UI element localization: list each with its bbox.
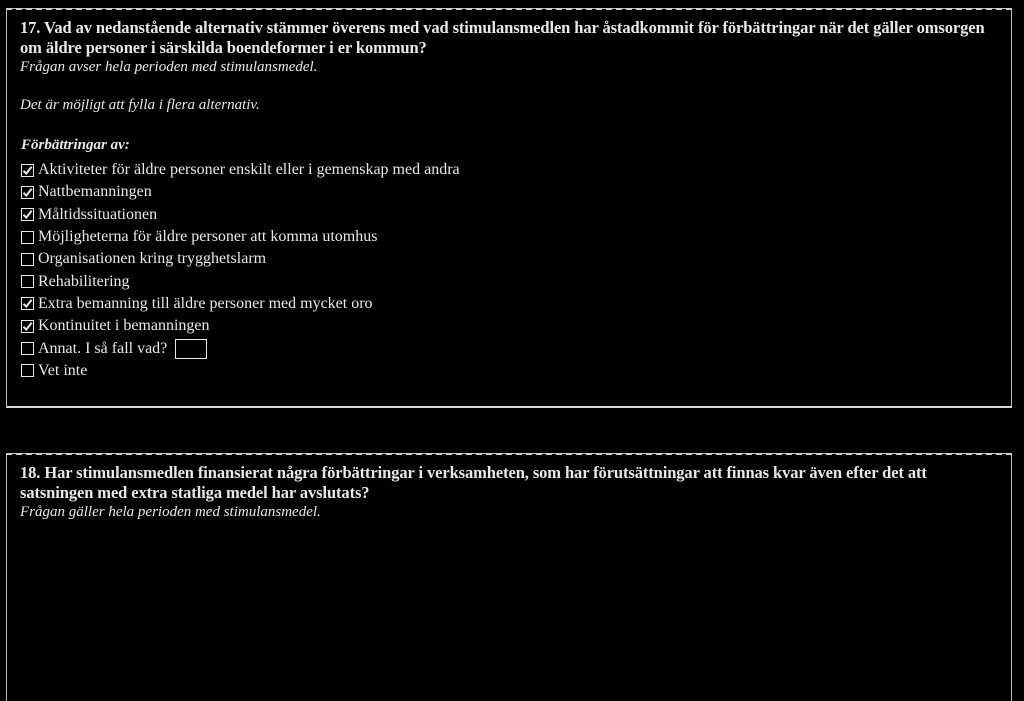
- checkbox-aktiviteter[interactable]: [21, 164, 34, 177]
- question-17-group-label: Förbättringar av:: [21, 137, 130, 153]
- option-label: Vet inte: [38, 361, 88, 379]
- option-label: Måltidssituationen: [38, 205, 158, 223]
- option-label: Extra bemanning till äldre personer med mycket oro: [38, 294, 373, 312]
- option-utomhus[interactable]: [21, 226, 1011, 248]
- dashed-top-border: [6, 453, 1012, 457]
- option-kontinuitet[interactable]: [21, 315, 1011, 337]
- checkmark-icon: [22, 321, 33, 332]
- checkbox-vet-inte[interactable]: [21, 364, 34, 377]
- option-label: Nattbemanningen: [38, 183, 152, 201]
- question-17-note: Det är möjligt att fylla i flera alternativ.: [20, 97, 260, 113]
- option-label: Möjligheterna för äldre personer att komma utomhus: [38, 228, 378, 246]
- question-17-section: [6, 8, 1012, 408]
- question-17-options: [21, 159, 1011, 382]
- question-18-subtitle: Frågan gäller hela perioden med stimulansmedel.: [20, 504, 321, 520]
- dashed-top-border: [6, 8, 1012, 12]
- option-label: Rehabilitering: [38, 272, 130, 290]
- checkbox-trygghetslarm[interactable]: [21, 253, 34, 266]
- question-17-title: 17. Vad av nedanstående alternativ stämmer överens med vad stimulansmedlen har åstadkommit för förbättringar när det gäller omsorgen om äldre personer i särskilda boendeformer i er kommun?: [20, 18, 985, 57]
- option-label: Aktiviteter för äldre personer enskilt eller i gemenskap med andra: [38, 161, 460, 179]
- option-label: Kontinuitet i bemanningen: [38, 317, 210, 335]
- option-vet-inte[interactable]: [21, 360, 1011, 382]
- option-trygghetslarm[interactable]: [21, 248, 1011, 270]
- question-17-subtitle: Frågan avser hela perioden med stimulansmedel.: [20, 59, 318, 75]
- option-maltidssituationen[interactable]: [21, 204, 1011, 226]
- option-rehabilitering[interactable]: [21, 270, 1011, 292]
- checkbox-rehabilitering[interactable]: [21, 275, 34, 288]
- checkmark-icon: [22, 187, 33, 198]
- checkbox-extra-bemanning[interactable]: [21, 297, 34, 310]
- option-annat[interactable]: [21, 337, 1011, 359]
- checkbox-nattbemanningen[interactable]: [21, 186, 34, 199]
- option-label: Annat. I så fall vad?: [38, 339, 168, 357]
- option-label: Organisationen kring trygghetslarm: [38, 250, 267, 268]
- option-nattbemanningen[interactable]: [21, 181, 1011, 203]
- option-aktiviteter[interactable]: [21, 159, 1011, 181]
- question-18-title: 18. Har stimulansmedlen finansierat några förbättringar i verksamheten, som har förutsättningar att finnas kvar även efter det att satsningen med extra statliga medel har avslutats?: [20, 463, 927, 502]
- question-18-section: [6, 453, 1012, 701]
- checkbox-annat[interactable]: [21, 342, 34, 355]
- checkmark-icon: [22, 298, 33, 309]
- checkmark-icon: [22, 165, 33, 176]
- checkbox-maltidssituationen[interactable]: [21, 208, 34, 221]
- checkbox-utomhus[interactable]: [21, 231, 34, 244]
- checkbox-kontinuitet[interactable]: [21, 320, 34, 333]
- checkmark-icon: [22, 209, 33, 220]
- option-extra-bemanning[interactable]: [21, 293, 1011, 315]
- annat-text-input[interactable]: [175, 339, 207, 359]
